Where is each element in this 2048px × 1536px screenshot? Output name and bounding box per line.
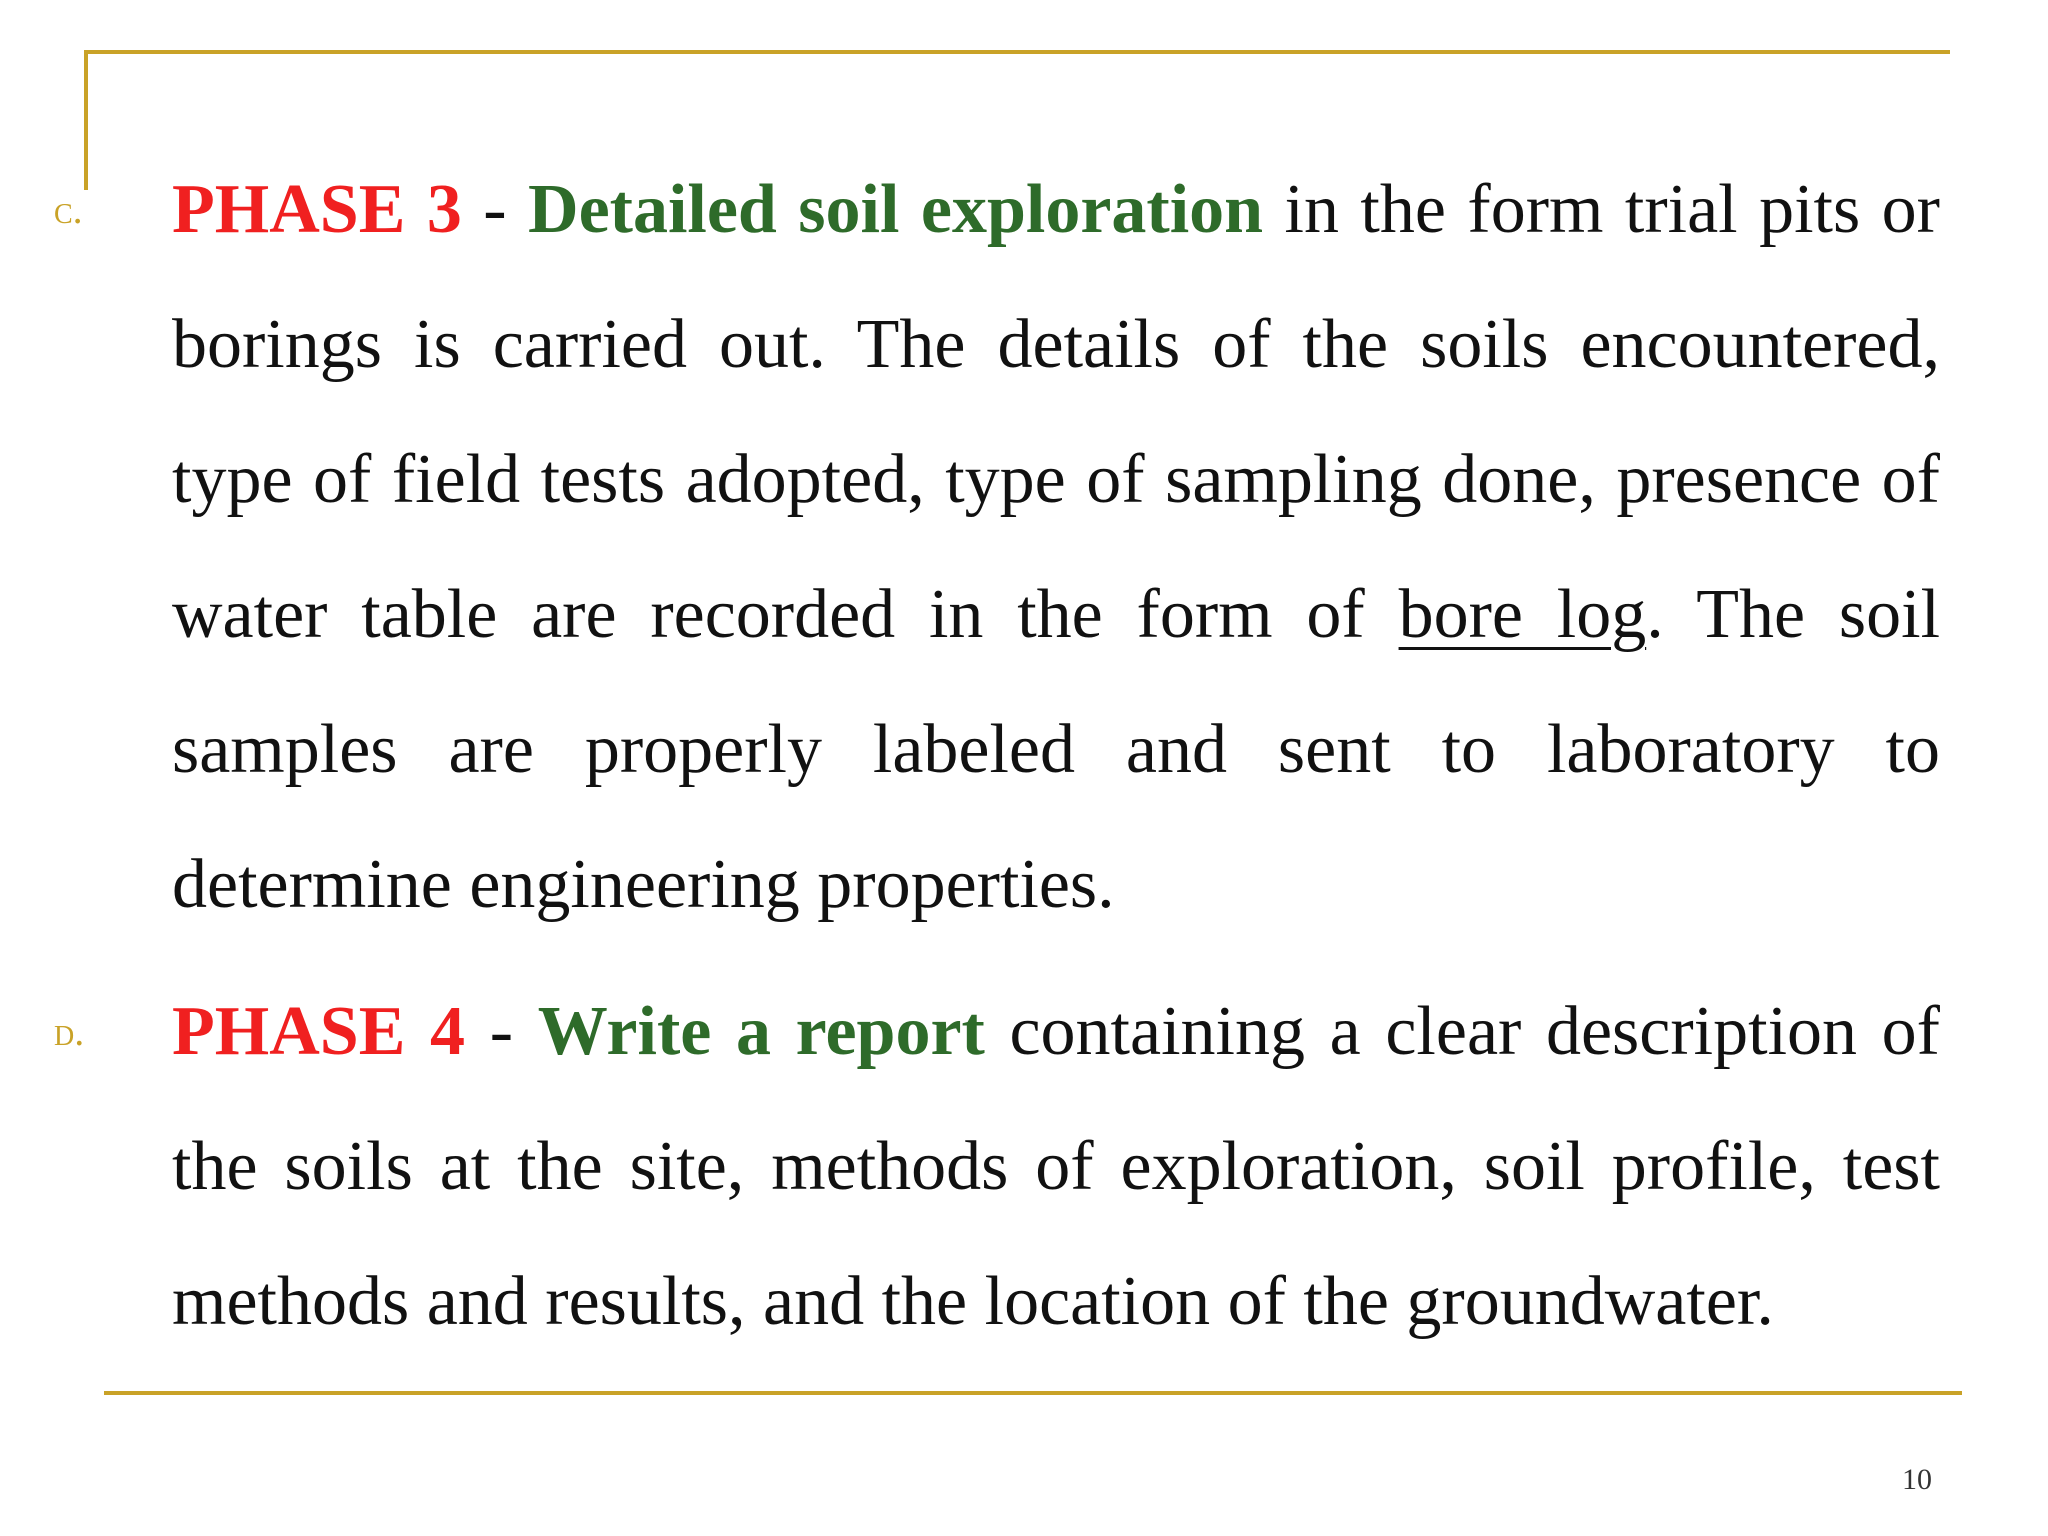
list-item-phase-3: [54, 142, 1941, 952]
bore-log-term: bore log: [1398, 576, 1647, 653]
list-item-phase-4: [54, 964, 1940, 1369]
phase-4-separator: -: [465, 993, 538, 1070]
left-border-line: [84, 50, 88, 190]
phase-3-text-before: in the form trial pits or borings is carried out. The details of the soils encountered, type of field tests adopted, type of sampling done, presence of water table are recorded in the form of: [172, 171, 1940, 653]
list-marker-c: c.: [54, 187, 83, 232]
bottom-border-line: [104, 1391, 1962, 1395]
top-border-line: [84, 50, 1950, 54]
phase-4-text: containing a clear description of the soils at the site, methods of exploration, soil profile, test methods and results, and the location of the groundwater.: [172, 993, 1940, 1340]
phase-3-text-after: . The soil samples are properly labeled and sent to laboratory to determine engineering properties.: [172, 576, 1941, 923]
phase-4-topic: Write a report: [537, 993, 985, 1070]
phase-3-label: PHASE 3: [172, 171, 462, 248]
list-marker-d: d.: [54, 1009, 85, 1054]
phase-3-topic: Detailed soil exploration: [528, 171, 1264, 248]
page-number: 10: [1902, 1463, 1932, 1496]
phase-3-separator: -: [461, 171, 529, 248]
phase-4-label: PHASE 4: [172, 993, 466, 1070]
